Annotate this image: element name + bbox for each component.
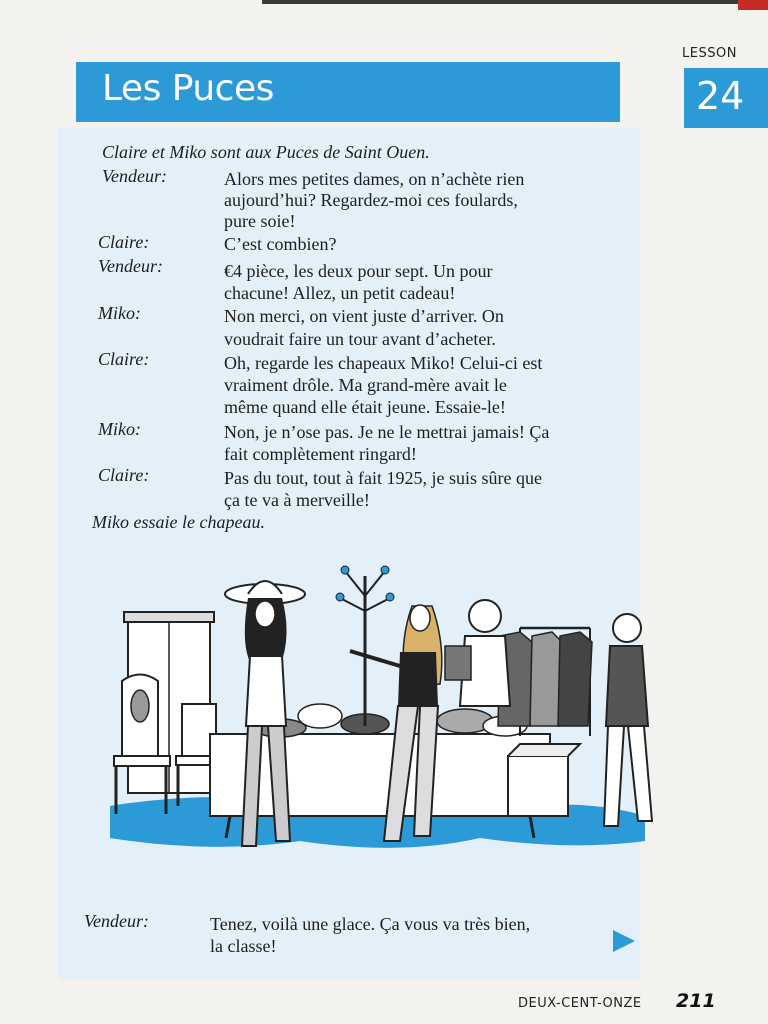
dialogue-line: Non, je n’ose pas. Je ne le mettrai jamais! Ça xyxy=(224,422,550,442)
dialogue-line: pure soie! xyxy=(224,211,296,231)
dialogue-line: Pas du tout, tout à fait 1925, je suis sûre que xyxy=(224,468,542,488)
speaker-claire-3: Claire: xyxy=(98,465,150,485)
dialogue-line: voudrait faire un tour avant d’acheter. xyxy=(224,329,496,349)
speaker-miko-2: Miko: xyxy=(98,419,141,439)
dialogue-line: C’est combien? xyxy=(224,234,337,254)
top-red-tab xyxy=(738,0,768,10)
intro-text: Claire et Miko sont aux Puces de Saint Ouen. xyxy=(102,142,430,162)
speaker-claire-2: Claire: xyxy=(98,349,150,369)
page-title: Les Puces xyxy=(102,68,274,109)
dialogue-line: vraiment drôle. Ma grand-mère avait le xyxy=(224,375,507,395)
dialogue-line: €4 pièce, les deux pour sept. Un pour xyxy=(224,261,493,281)
lesson-label: LESSON xyxy=(682,46,737,61)
dialogue-line: la classe! xyxy=(210,936,277,956)
dialogue-line: chacune! Allez, un petit cadeau! xyxy=(224,283,456,303)
flea-market-illustration xyxy=(100,556,660,876)
speaker-miko-1: Miko: xyxy=(98,303,141,323)
lesson-number-box xyxy=(684,68,768,128)
top-edge-strip xyxy=(262,0,768,4)
stage-direction: Miko essaie le chapeau. xyxy=(92,512,265,532)
dialogue-line: Tenez, voilà une glace. Ça vous va très bien, xyxy=(210,914,531,934)
dialogue-line: Alors mes petites dames, on n’achète rien xyxy=(224,169,525,189)
dialogue-line: Oh, regarde les chapeaux Miko! Celui-ci est xyxy=(224,353,543,373)
title-bar xyxy=(76,62,620,122)
dialogue-line: ça te va à merveille! xyxy=(224,490,370,510)
speaker-claire-1: Claire: xyxy=(98,232,150,252)
lesson-number: 24 xyxy=(696,74,745,118)
dialogue-line: même quand elle était jeune. Essaie-le! xyxy=(224,397,506,417)
footer-page-number: 211 xyxy=(676,990,716,1012)
speaker-vendeur-3: Vendeur: xyxy=(84,911,149,931)
speaker-vendeur-1: Vendeur: xyxy=(102,166,167,186)
dialogue-line: fait complètement ringard! xyxy=(224,444,417,464)
footer-page-word: DEUX-CENT-ONZE xyxy=(518,996,642,1011)
dialogue-line: aujourd’hui? Regardez-moi ces foulards, xyxy=(224,190,518,210)
dialogue-line: Non merci, on vient juste d’arriver. On xyxy=(224,306,504,326)
speaker-vendeur-2: Vendeur: xyxy=(98,256,163,276)
next-arrow-icon xyxy=(613,930,635,952)
